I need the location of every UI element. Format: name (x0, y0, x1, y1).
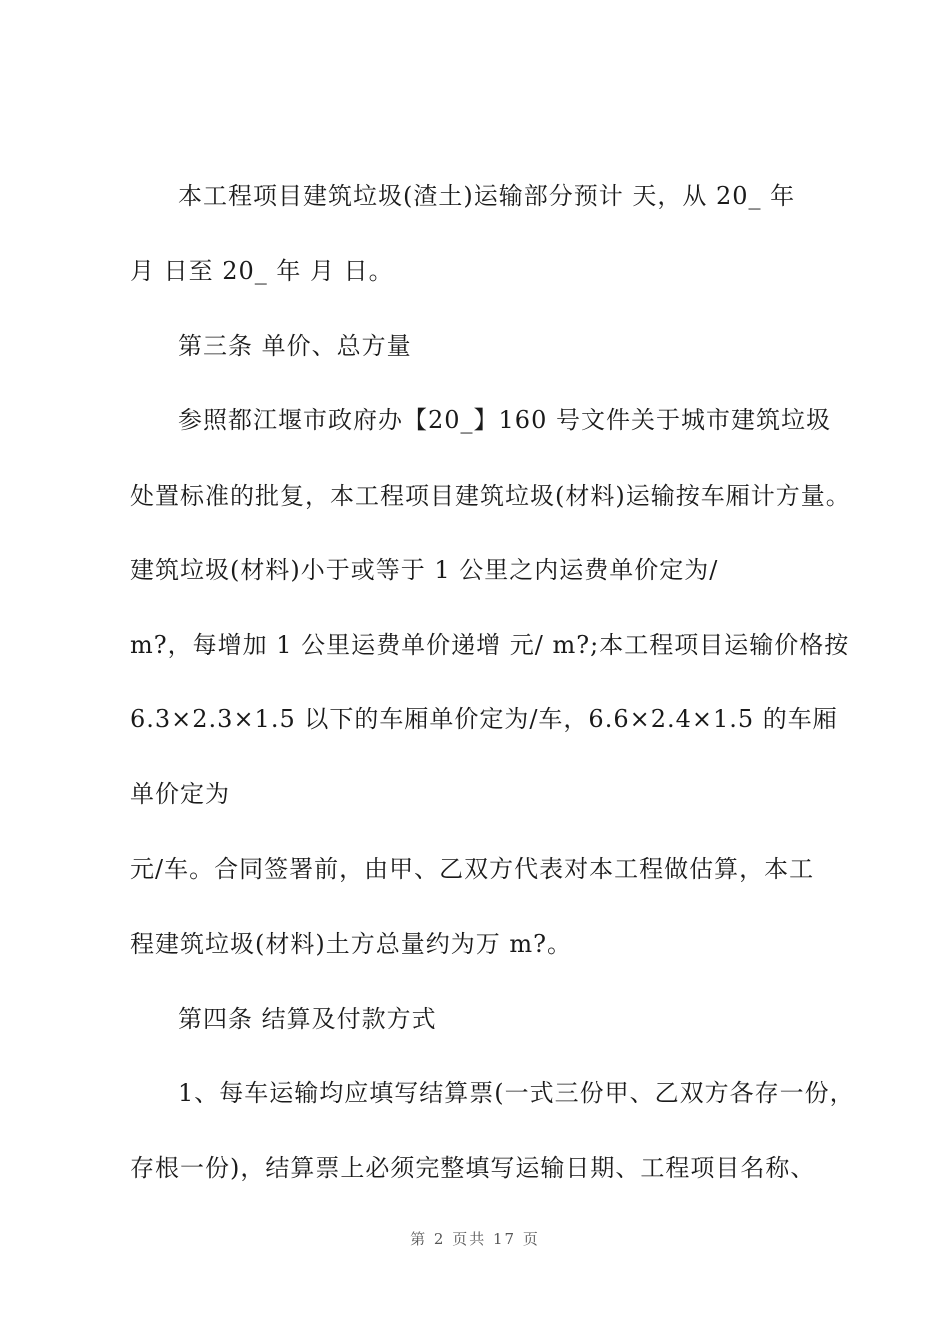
paragraph-line: 元/车。合同签署前，由甲、乙双方代表对本工程做估算，本工 (130, 855, 815, 883)
paragraph-line: 处置标准的批复，本工程项目建筑垃圾(材料)运输按车厢计方量。 (130, 482, 851, 510)
paragraph-line: 单价定为 (130, 780, 230, 808)
paragraph-line: 本工程项目建筑垃圾(渣土)运输部分预计 天，从 20_ 年 (178, 182, 796, 210)
paragraph-line: 程建筑垃圾(材料)土方总量约为万 m?。 (130, 930, 572, 958)
section-heading: 第四条 结算及付款方式 (178, 1005, 437, 1033)
section-heading: 第三条 单价、总方量 (178, 332, 412, 360)
paragraph-line: 6.3×2.3×1.5 以下的车厢单价定为/车，6.6×2.4×1.5 的车厢 (130, 705, 838, 733)
page-number-footer: 第 2 页共 17 页 (410, 1230, 540, 1248)
paragraph-line: 参照都江堰市政府办【20_】160 号文件关于城市建筑垃圾 (178, 406, 831, 434)
paragraph-line: m?，每增加 1 公里运费单价递增 元/ m?;本工程项目运输价格按 (130, 631, 850, 659)
paragraph-line: 建筑垃圾(材料)小于或等于 1 公里之内运费单价定为/ (130, 556, 719, 584)
paragraph-line: 1、每车运输均应填写结算票(一式三份甲、乙双方各存一份， (178, 1079, 855, 1107)
paragraph-line: 存根一份)，结算票上必须完整填写运输日期、工程项目名称、 (130, 1154, 816, 1182)
paragraph-line: 月 日至 20_ 年 月 日。 (130, 257, 394, 285)
